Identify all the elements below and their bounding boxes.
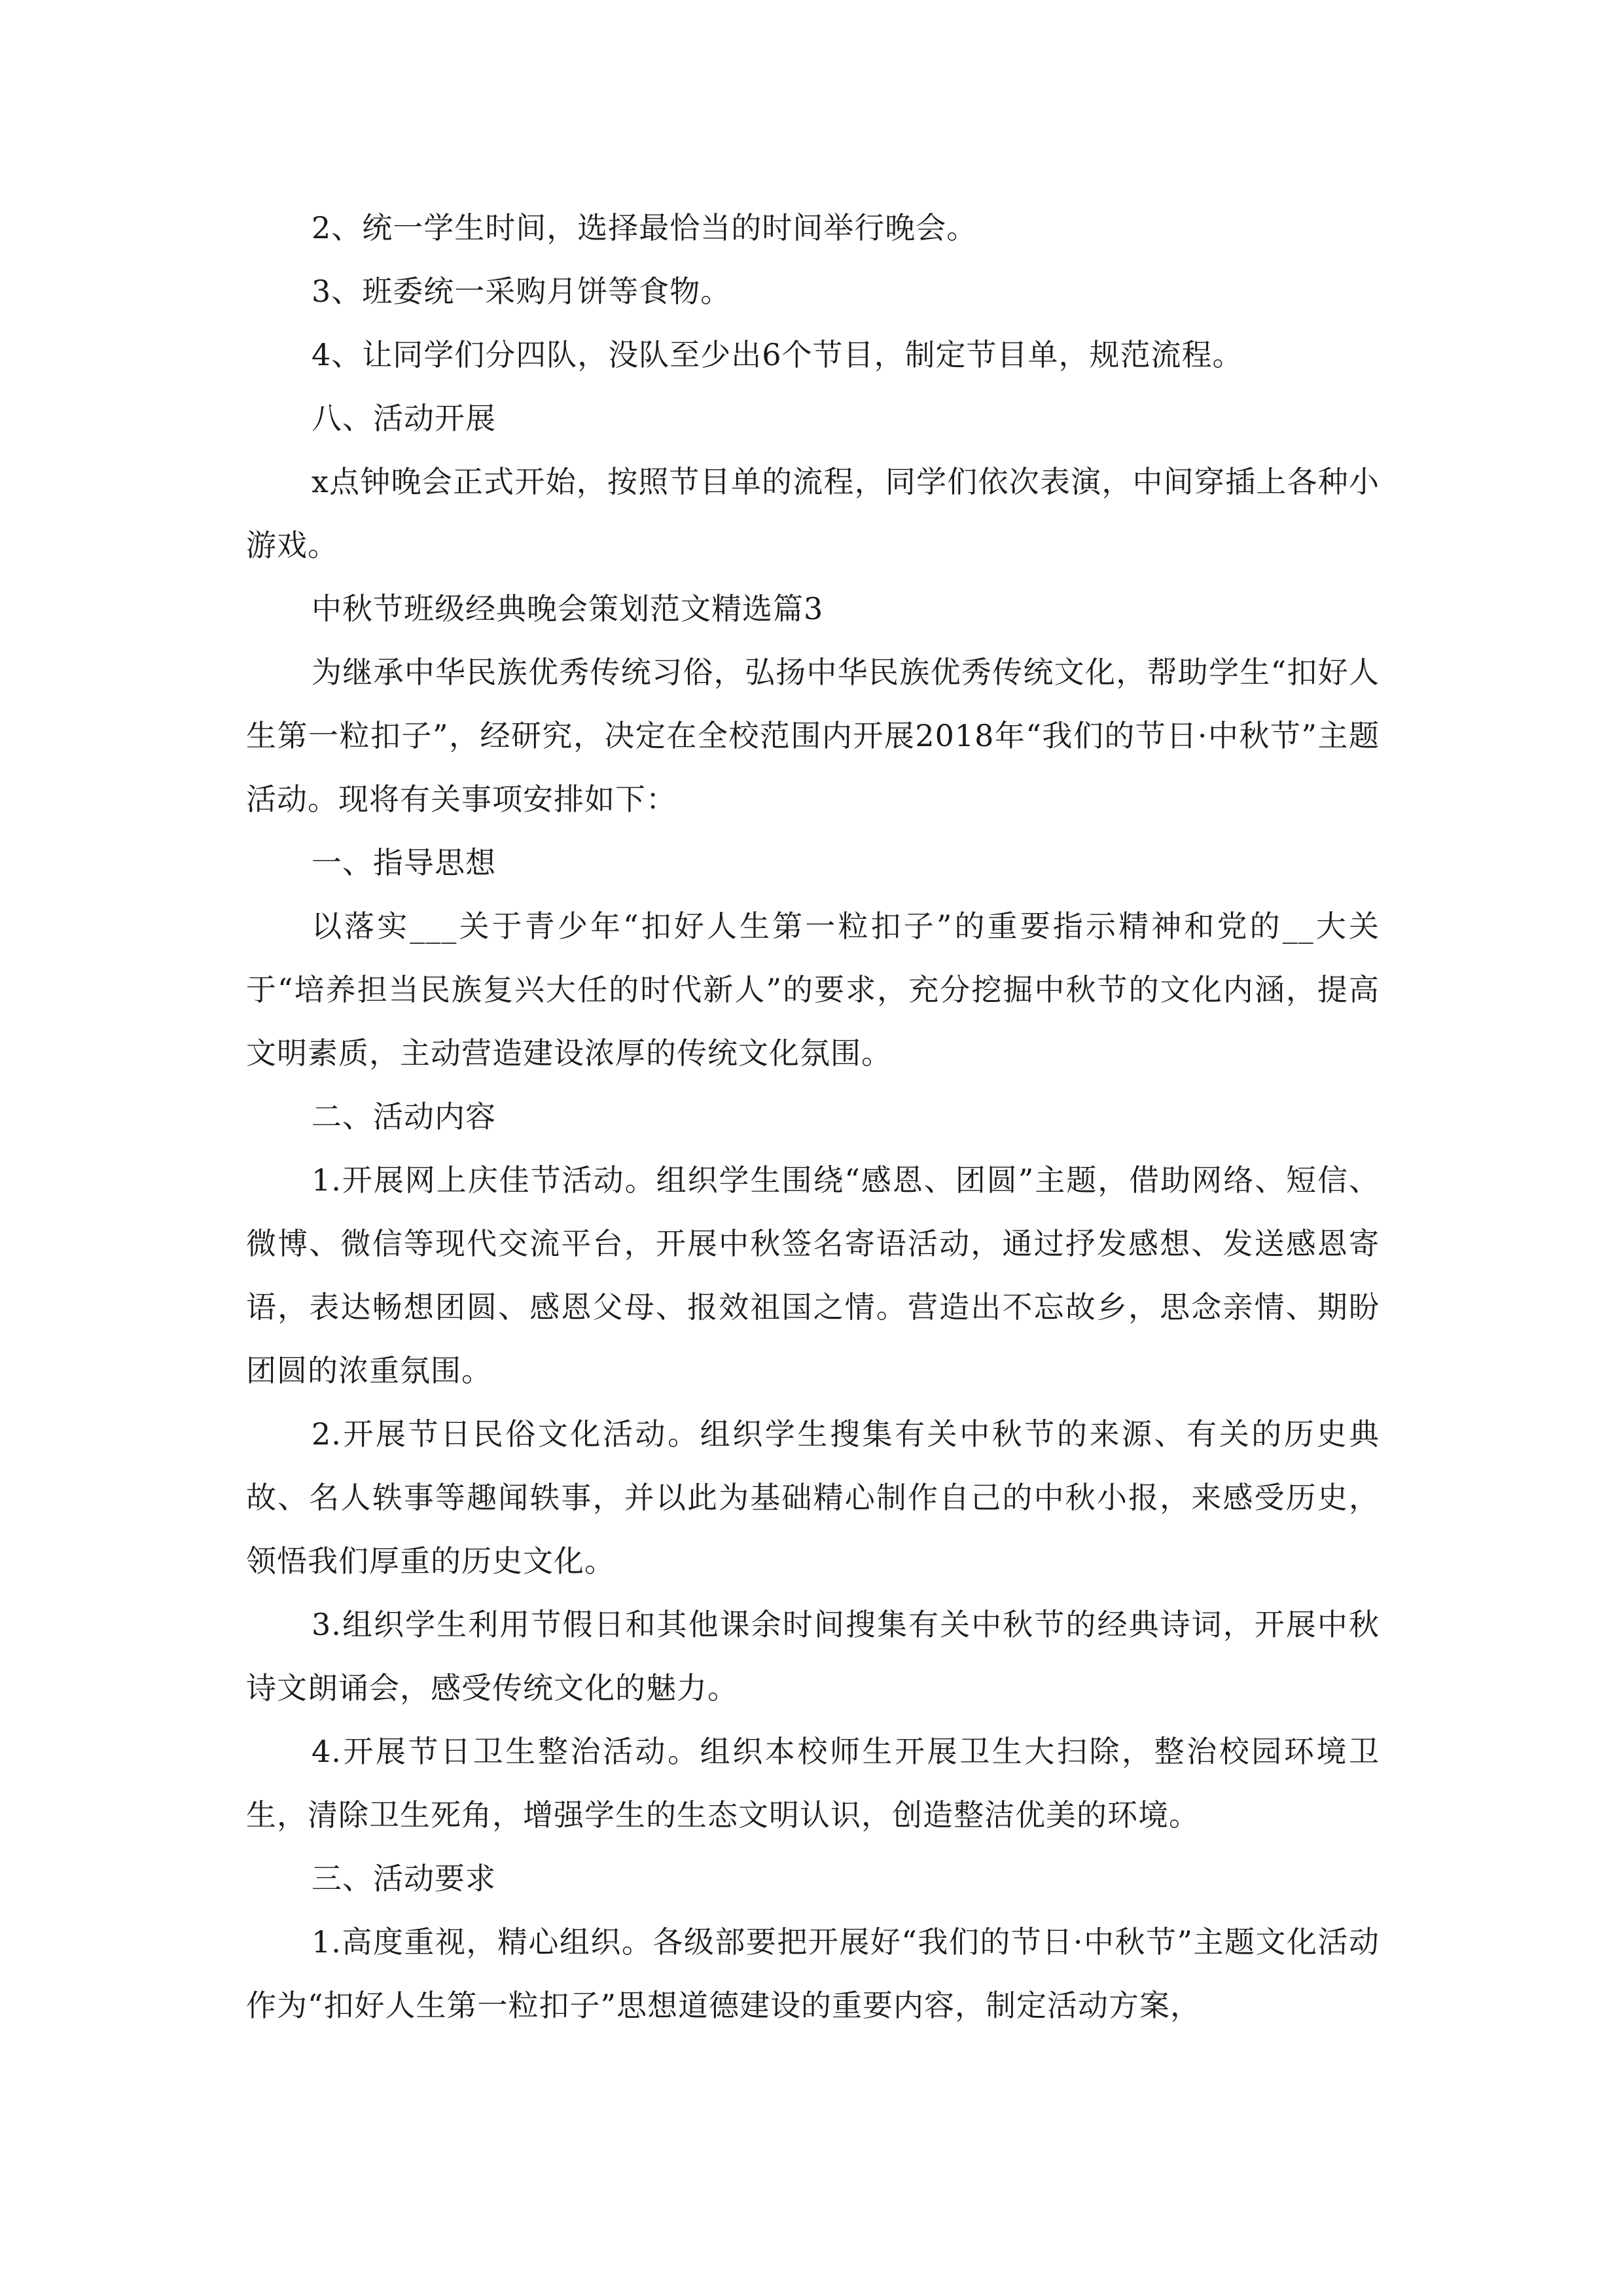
section-heading-activity-requirements: 三、活动要求 <box>312 1861 496 1896</box>
paragraph-content-1: 1.开展网上庆佳节活动。组织学生围绕“感恩、团圆”主题，借助网络、短信、微博、微信等现代交流平台，开展中秋签名寄语活动，通过抒发感想、发送感恩寄语，表达畅想团圆、感恩父母、报效祖国之情。营造出不忘故乡，思念亲情、期盼团圆的浓重氛围。 <box>246 1162 1380 1388</box>
article-title-3: 中秋节班级经典晚会策划范文精选篇3 <box>312 591 824 626</box>
paragraph-content-3: 3.组织学生利用节假日和其他课余时间搜集有关中秋节的经典诗词，开展中秋诗文朗诵会，感受传统文化的魅力。 <box>246 1607 1380 1706</box>
paragraph-requirement-1: 1.高度重视，精心组织。各级部要把开展好“我们的节日·中秋节”主题文化活动作为“扣好人生第一粒扣子”思想道德建设的重要内容，制定活动方案， <box>246 1924 1380 2023</box>
paragraph-guiding-thought: 以落实___关于青少年“扣好人生第一粒扣子”的重要指示精神和党的__大关于“培养担当民族复兴大任的时代新人”的要求，充分挖掘中秋节的文化内涵，提高文明素质，主动营造建设浓厚的传统文化氛围。 <box>246 908 1380 1071</box>
paragraph-item-2: 2、统一学生时间，选择最恰当的时间举行晚会。 <box>312 210 978 245</box>
paragraph-activity-start: x点钟晚会正式开始，按照节目单的流程，同学们依次表演，中间穿插上各种小游戏。 <box>246 464 1380 563</box>
paragraph-intro: 为继承中华民族优秀传统习俗，弘扬中华民族优秀传统文化，帮助学生“扣好人生第一粒扣子”，经研究，决定在全校范围内开展2018年“我们的节日·中秋节”主题活动。现将有关事项安排如下： <box>246 655 1380 817</box>
document-body <box>246 196 1380 2037</box>
section-heading-activity-start: 八、活动开展 <box>312 401 496 436</box>
paragraph-content-4: 4.开展节日卫生整治活动。组织本校师生开展卫生大扫除，整治校园环境卫生，清除卫生死角，增强学生的生态文明认识，创造整洁优美的环境。 <box>246 1734 1380 1833</box>
section-heading-activity-content: 二、活动内容 <box>312 1099 496 1134</box>
paragraph-content-2: 2.开展节日民俗文化活动。组织学生搜集有关中秋节的来源、有关的历史典故、名人轶事等趣闻轶事，并以此为基础精心制作自己的中秋小报，来感受历史，领悟我们厚重的历史文化。 <box>246 1416 1380 1579</box>
section-heading-guiding-thought: 一、指导思想 <box>312 845 496 880</box>
paragraph-item-4: 4、让同学们分四队，没队至少出6个节目，制定节目单，规范流程。 <box>312 337 1243 372</box>
paragraph-item-3: 3、班委统一采购月饼等食物。 <box>312 274 732 309</box>
